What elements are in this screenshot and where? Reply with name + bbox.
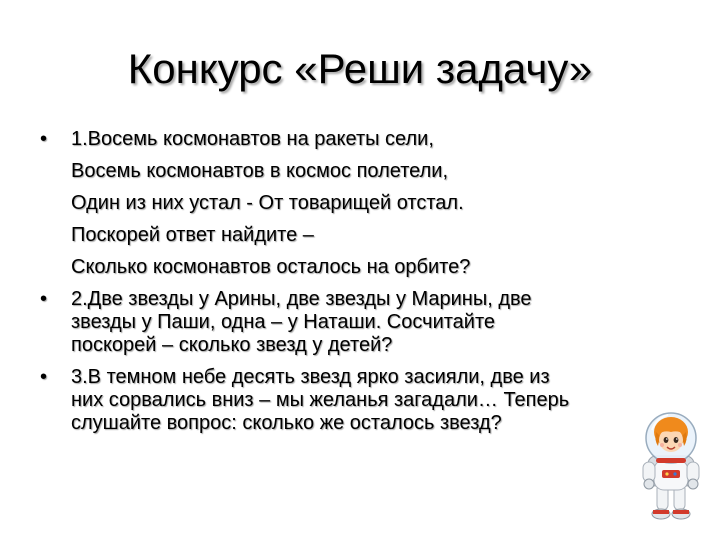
- bullet: •: [40, 128, 48, 150]
- riddle-3-line-1: 3.В темном небе десять звезд ярко засияли, две из: [71, 366, 550, 388]
- riddle-1-line-3: Один из них устал - От товарищей отстал.: [71, 192, 464, 214]
- riddle-1-line-1: 1.Восемь космонавтов на ракеты сели,: [71, 128, 434, 150]
- list-item-1: [40, 128, 660, 279]
- bullet: •: [40, 366, 48, 388]
- list-item-3: [40, 366, 660, 435]
- astronaut-child-icon: [640, 410, 702, 522]
- riddle-2-line-2: звезды у Паши, одна – у Наташи. Сосчитайте: [71, 311, 496, 333]
- riddle-3-line-3: слушайте вопрос: сколько же осталось звезд?: [71, 412, 502, 434]
- riddle-1-line-4: Поскорей ответ найдите –: [71, 224, 314, 246]
- riddle-1-line-5: Сколько космонавтов осталось на орбите?: [71, 256, 471, 278]
- slide-title: Конкурс «Реши задачу»: [127, 45, 593, 92]
- riddle-3-line-2: них сорвались вниз – мы желанья загадали… Теперь: [71, 389, 570, 411]
- riddle-1-line-2: Восемь космонавтов в космос полетели,: [71, 160, 449, 182]
- bullet: •: [40, 288, 48, 310]
- slide-body: [40, 128, 660, 444]
- riddle-2-line-3: поскорей – сколько звезд у детей?: [71, 334, 393, 356]
- list-item-2: [40, 288, 660, 357]
- riddle-2-line-1: 2.Две звезды у Арины, две звезды у Марины, две: [71, 288, 532, 310]
